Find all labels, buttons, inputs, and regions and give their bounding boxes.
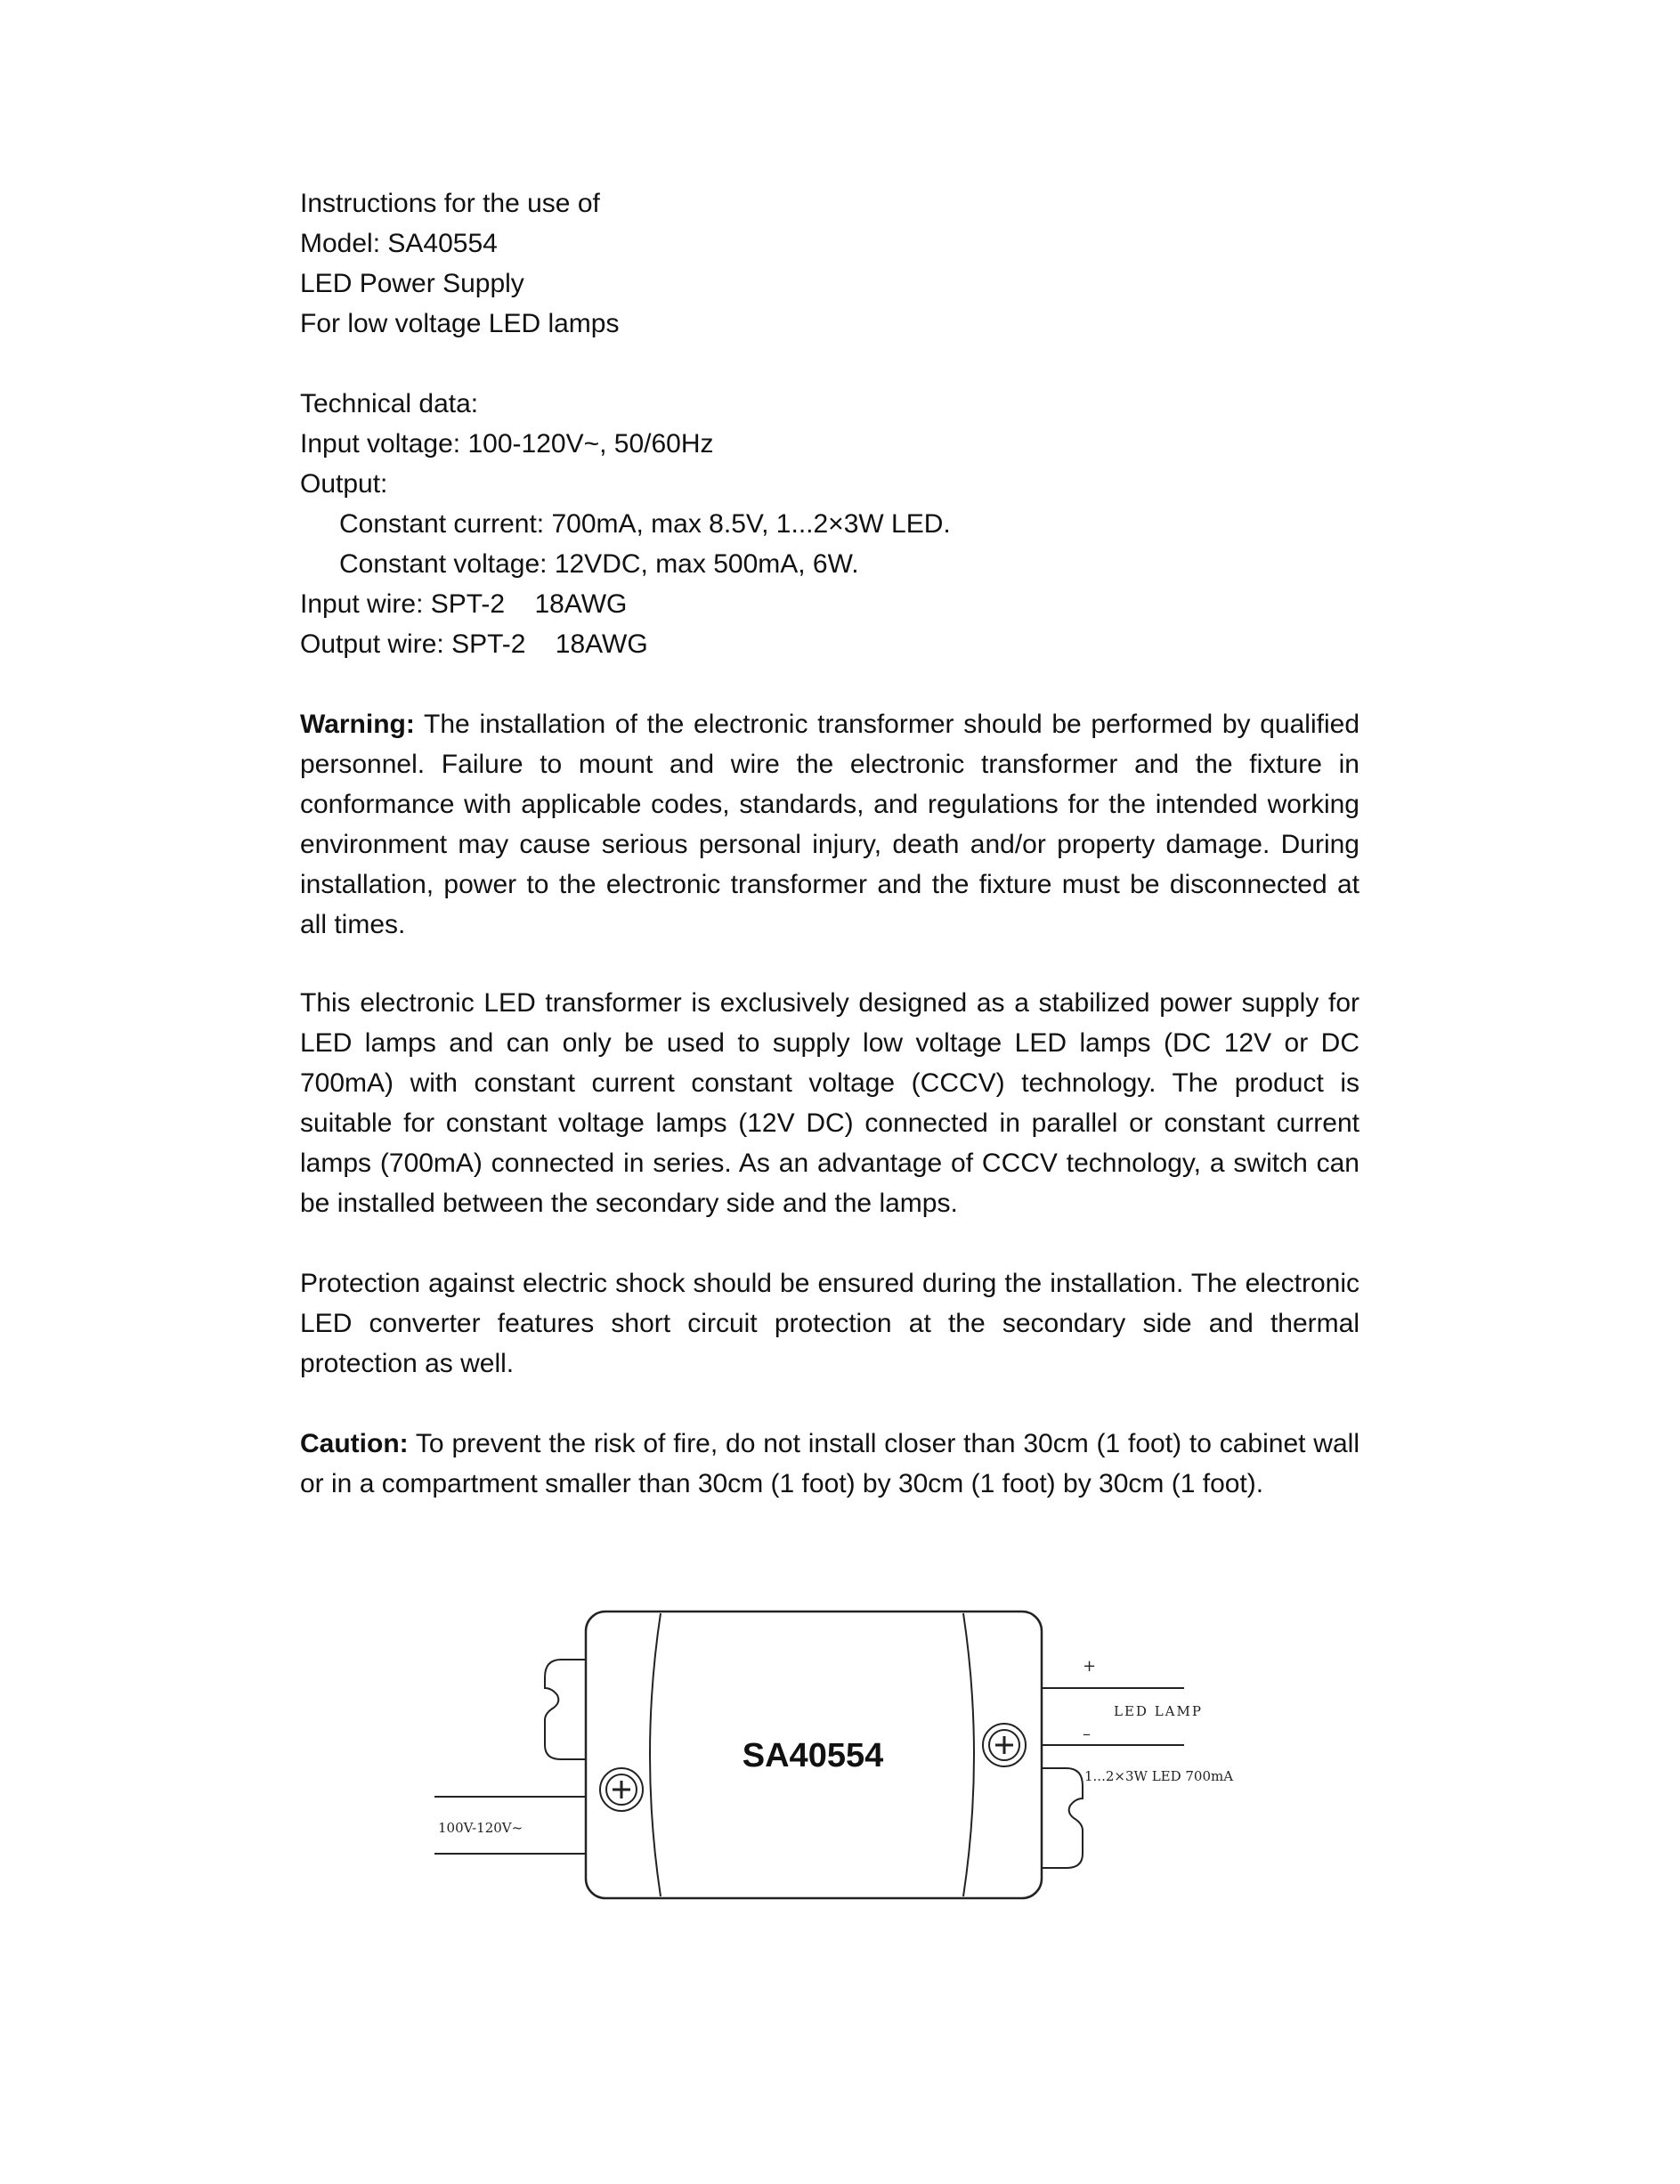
warning-paragraph	[300, 704, 1359, 945]
model-line: Model: SA40554	[300, 229, 498, 258]
device-model-label: SA40554	[742, 1737, 884, 1774]
technical-data-title: Technical data:	[300, 389, 479, 418]
warning-label: Warning:	[300, 710, 415, 739]
warning-text: The installation of the electronic transformer should be performed by qualified personnel. Failure to mount and wire the electronic transformer and the fixture in conformance with applicable codes, standards, and regulations for the intended working environment may cause serious personal injury, death and/or property damage. During installation, power to the electronic transformer and the fixture must be disconnected at all times.	[300, 710, 1359, 939]
input-voltage-spec: Input voltage: 100-120V~, 50/60Hz	[300, 429, 714, 459]
wiring-diagram-svg	[418, 1603, 1264, 1923]
protection-paragraph: Protection against electric shock should be ensured during the installation. The electronic LED converter features short circuit protection at the secondary side and thermal protection as well.	[300, 1269, 1359, 1378]
technical-data-section	[300, 384, 1359, 664]
output-label: Output:	[300, 469, 388, 499]
led-lamp-label: LED LAMP	[1114, 1703, 1203, 1719]
caution-text: To prevent the risk of fire, do not install closer than 30cm (1 foot) to cabinet wall or in a compartment smaller than 30cm (1 foot) by 30cm (1 foot) by 30cm (1 foot).	[300, 1429, 1359, 1498]
output-wire-spec: Output wire: SPT-2 18AWG	[300, 629, 648, 659]
constant-current-spec: Constant current: 700mA, max 8.5V, 1...2×3W LED.	[339, 509, 951, 539]
header-line-1: Instructions for the use of	[300, 189, 600, 218]
left-screw-icon	[600, 1768, 643, 1811]
output-spec-label: 1...2×3W LED 700mA	[1084, 1768, 1234, 1784]
plus-sign: +	[1083, 1657, 1097, 1676]
left-mounting-tab	[545, 1660, 588, 1759]
input-voltage-label: 100V-120V~	[438, 1820, 523, 1836]
right-screw-icon	[983, 1724, 1026, 1766]
product-name: LED Power Supply	[300, 269, 524, 298]
description-paragraph: This electronic LED transformer is exclusively designed as a stabilized power supply for LED lamps and can only be used to supply low voltage LED lamps (DC 12V or DC 700mA) with constant current constant voltage (CCCV) technology. The product is suitable for constant voltage lamps (12V DC) connected in parallel or constant current lamps (700mA) connected in series. As an advantage of CCCV technology, a switch can be installed between the secondary side and the lamps.	[300, 988, 1359, 1218]
product-description: For low voltage LED lamps	[300, 309, 620, 338]
caution-paragraph	[300, 1424, 1359, 1504]
document-header	[300, 183, 1359, 344]
wiring-diagram	[418, 1603, 1264, 1923]
constant-voltage-spec: Constant voltage: 12VDC, max 500mA, 6W.	[339, 549, 859, 579]
caution-label: Caution:	[300, 1429, 409, 1458]
input-wire-spec: Input wire: SPT-2 18AWG	[300, 589, 628, 619]
minus-sign: –	[1083, 1725, 1091, 1743]
